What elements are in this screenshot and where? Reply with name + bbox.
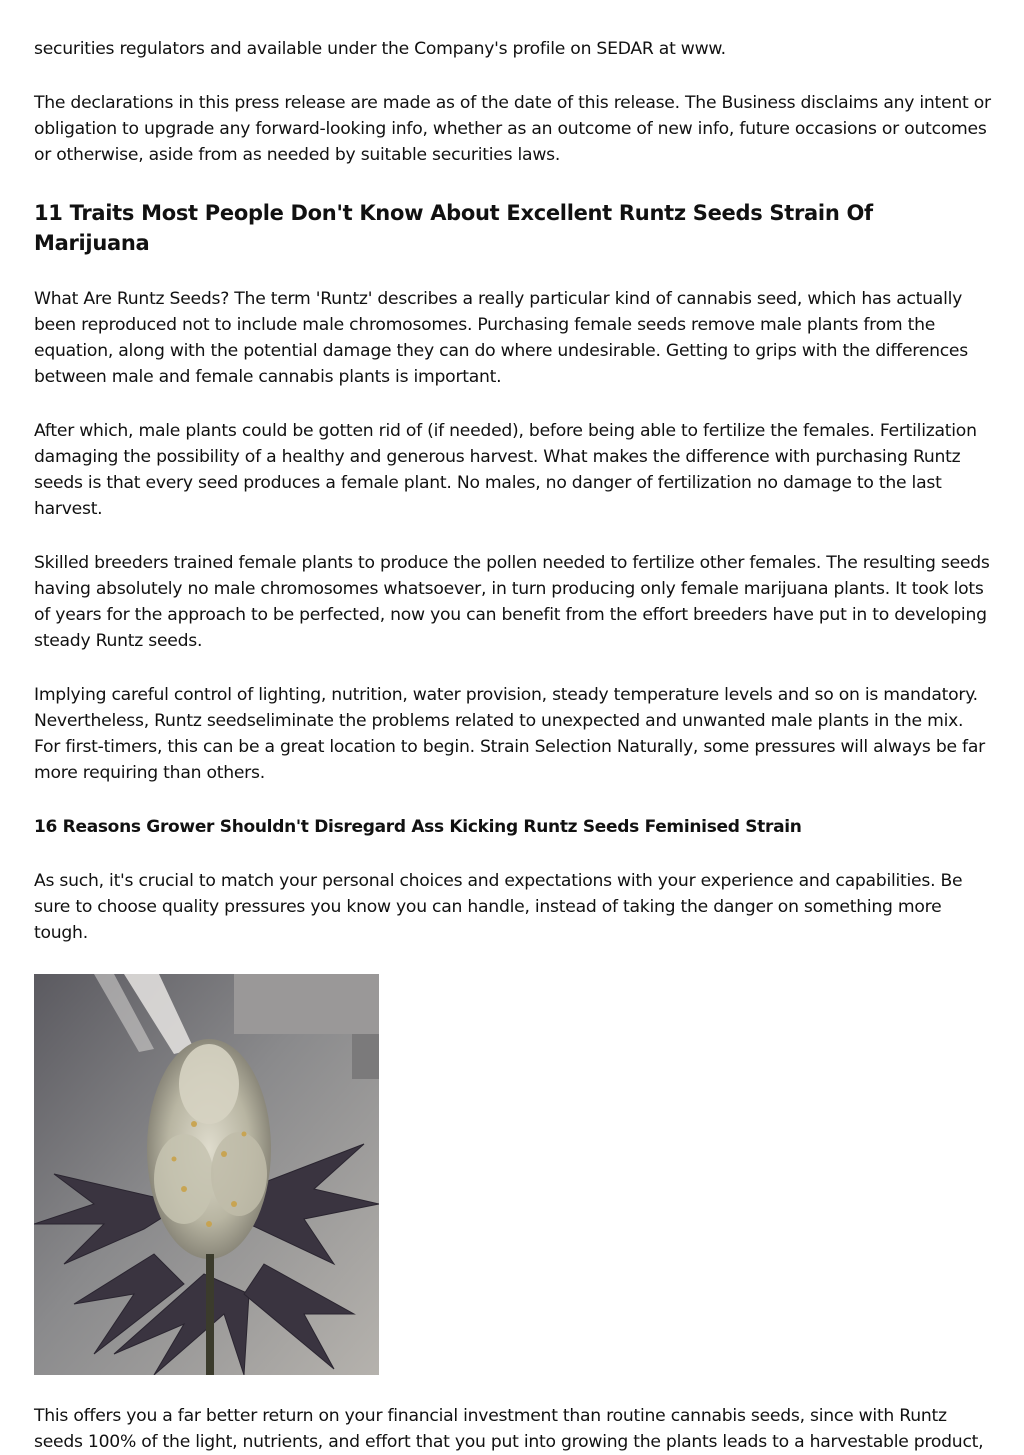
paragraph-as-such: As such, it's crucial to match your personal choices and expectations with your experience and capabilities. Be sure to choose quality pressures you know you can handle, instead of taking the danger on something more tough. [34, 871, 963, 943]
paragraph-intro-tail: securities regulators and available under the Company's profile on SEDAR at www. [34, 39, 726, 59]
section-heading-traits: 11 Traits Most People Don't Know About Excellent Runtz Seeds Strain Of Marijuana [34, 201, 873, 255]
paragraph-this-offers: This offers you a far better return on your financial investment than routine cannabis seeds, since with Runtz seeds 100% of the light, nutrients, and effort that you put into growing the plants leads to a harvestable product, [34, 1406, 984, 1452]
paragraph-skilled-breeders: Skilled breeders trained female plants to produce the pollen needed to fertilize other females. The resulting seeds having absolutely no male chromosomes whatsoever, in turn producing only female marijuana plants. It took lots of years for the approach to be perfected, now you can benefit from the effort breeders have put in to developing steady Runtz seeds. [34, 553, 990, 651]
paragraph-after-which: After which, male plants could be gotten rid of (if needed), before being able to fertilize the females. Fertilization damaging the possibility of a healthy and generous harvest. What makes the difference with purchasing Runtz seeds is that every seed produces a female plant. No males, no danger of fertilization no damage to the last harvest. [34, 421, 977, 519]
cannabis-plant-illustration [34, 974, 379, 1375]
paragraph-what-are-runtz: What Are Runtz Seeds? The term 'Runtz' describes a really particular kind of cannabis seed, which has actually been reproduced not to include male chromosomes. Purchasing female seeds remove male plants from the equation, along with the potential damage they can do where undesirable. Getting to grips with the differences between male and female cannabis plants is important. [34, 289, 968, 387]
paragraph-declarations: The declarations in this press release are made as of the date of this release. The Business disclaims any intent or obligation to upgrade any forward-looking info, whether as an outcome of new info, future occasions or outcomes or otherwise, aside from as needed by suitable securities laws. [34, 93, 991, 165]
cannabis-plant-photo [34, 974, 379, 1375]
article-body [34, 36, 992, 1455]
section-heading-reasons: 16 Reasons Grower Shouldn't Disregard Ass Kicking Runtz Seeds Feminised Strain [34, 817, 802, 837]
paragraph-implying: Implying careful control of lighting, nutrition, water provision, steady temperature levels and so on is mandatory. Nevertheless, Runtz seedseliminate the problems related to unexpected and unwanted male plants in the mix. For first-timers, this can be a great location to begin. Strain Selection Naturally, some pressures will always be far more requiring than others. [34, 685, 985, 783]
